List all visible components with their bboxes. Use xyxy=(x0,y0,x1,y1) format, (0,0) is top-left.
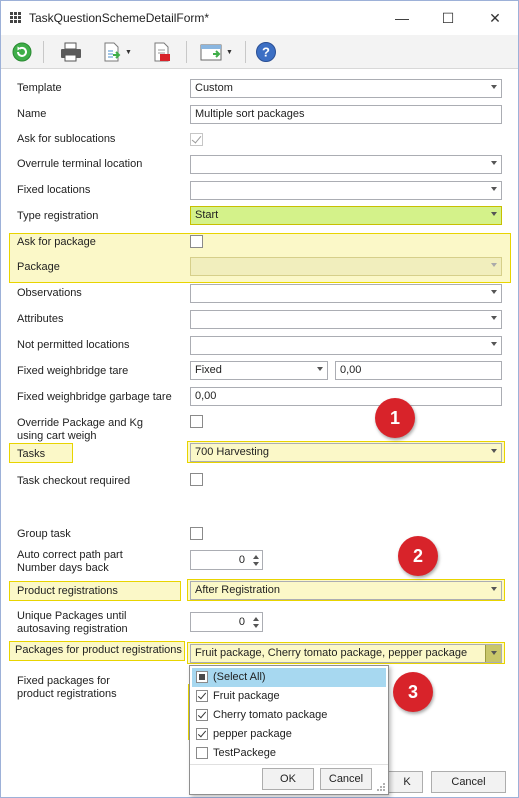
task-checkout-label: Task checkout required xyxy=(17,475,131,487)
close-button[interactable] xyxy=(472,1,518,35)
product-registrations-value: After Registration xyxy=(195,584,280,596)
product-registrations-label: Product registrations xyxy=(17,585,118,597)
auto-correct-label-1: Auto correct path part xyxy=(17,549,123,561)
ask-for-package-label: Ask for package xyxy=(17,236,96,248)
product-registrations-select[interactable] xyxy=(190,581,502,600)
list-item-label: Fruit package xyxy=(213,690,280,702)
delete-document-button[interactable] xyxy=(152,40,172,64)
fixed-weighbridge-garbage-input[interactable] xyxy=(190,387,502,406)
list-item[interactable] xyxy=(192,687,386,706)
help-button[interactable] xyxy=(255,40,277,64)
observations-label: Observations xyxy=(17,287,82,299)
tasks-select[interactable] xyxy=(190,443,502,462)
attributes-label: Attributes xyxy=(17,313,64,325)
ask-sublocations-label: Ask for sublocations xyxy=(17,133,116,145)
name-label: Name xyxy=(17,108,47,120)
print-icon xyxy=(59,41,83,63)
packages-for-product-value: Fruit package, Cherry tomato package, pepper package xyxy=(195,647,468,659)
checkbox-partial-icon xyxy=(196,671,208,683)
dropdown-button[interactable] xyxy=(485,645,501,662)
overrule-terminal-select[interactable] xyxy=(190,155,502,174)
title-bar xyxy=(1,1,518,35)
fixed-weighbridge-tare-value: 0,00 xyxy=(340,364,362,376)
window-title: TaskQuestionSchemeDetailForm* xyxy=(29,11,210,25)
popup-cancel-label: Cancel xyxy=(328,773,364,785)
fixed-packages-label-1: Fixed packages for xyxy=(17,675,110,687)
popup-ok-label: OK xyxy=(280,773,296,785)
template-select[interactable] xyxy=(190,79,502,98)
auto-correct-label-2: Number days back xyxy=(17,562,109,574)
chevron-down-icon xyxy=(491,651,497,655)
type-registration-value: Start xyxy=(195,209,219,221)
checkbox-checked-icon xyxy=(196,728,208,740)
list-item[interactable] xyxy=(192,744,386,763)
name-value: Multiple sort packages xyxy=(195,108,305,120)
type-registration-label: Type registration xyxy=(17,210,99,222)
toolbar-separator xyxy=(43,41,44,63)
list-item[interactable] xyxy=(192,725,386,744)
not-permitted-select[interactable] xyxy=(190,336,502,355)
type-registration-select[interactable] xyxy=(190,206,502,225)
fixed-weighbridge-tare-mode: Fixed xyxy=(195,364,222,376)
export-button[interactable] xyxy=(102,40,132,64)
minimize-button[interactable] xyxy=(379,1,425,35)
packages-for-product-label: Packages for product registrations xyxy=(15,644,182,656)
toolbar xyxy=(1,35,518,69)
spin-down-icon[interactable] xyxy=(253,562,259,566)
fixed-weighbridge-garbage-label: Fixed weighbridge garbage tare xyxy=(17,391,172,403)
chevron-down-icon: ▼ xyxy=(226,48,233,56)
popup-ok-button[interactable] xyxy=(262,768,314,790)
cancel-button[interactable] xyxy=(431,771,506,793)
package-label: Package xyxy=(17,261,60,273)
packages-for-product-select[interactable] xyxy=(190,644,502,663)
list-item[interactable] xyxy=(192,706,386,725)
chevron-down-icon xyxy=(491,212,497,216)
chevron-down-icon xyxy=(491,187,497,191)
list-item-label: TestPackege xyxy=(213,747,276,759)
not-permitted-label: Not permitted locations xyxy=(17,339,130,351)
chevron-down-icon xyxy=(491,290,497,294)
list-item-label: (Select All) xyxy=(213,671,266,683)
group-task-checkbox[interactable] xyxy=(190,527,203,540)
task-checkout-checkbox[interactable] xyxy=(190,473,203,486)
override-package-kg-label-2: using cart weigh xyxy=(17,430,97,442)
chevron-down-icon xyxy=(491,263,497,267)
divider xyxy=(190,764,388,765)
name-input[interactable] xyxy=(190,105,502,124)
unique-packages-value: 0 xyxy=(238,616,245,628)
callout-badge-1: 1 xyxy=(375,398,415,438)
maximize-button[interactable] xyxy=(425,1,471,35)
list-item-label: pepper package xyxy=(213,728,292,740)
toolbar-separator xyxy=(186,41,187,63)
ask-for-package-checkbox[interactable] xyxy=(190,235,203,248)
fixed-weighbridge-garbage-value: 0,00 xyxy=(195,390,217,402)
ask-sublocations-checkbox[interactable] xyxy=(190,133,203,146)
unique-packages-label-1: Unique Packages until xyxy=(17,610,127,622)
overrule-terminal-label: Overrule terminal location xyxy=(17,158,143,170)
list-item-select-all[interactable] xyxy=(192,668,386,687)
list-item-label: Cherry tomato package xyxy=(213,709,328,721)
help-icon xyxy=(255,41,277,63)
template-label: Template xyxy=(17,82,62,94)
minimize-icon: — xyxy=(395,10,409,26)
tasks-value: 700 Harvesting xyxy=(195,446,269,458)
refresh-button[interactable] xyxy=(11,40,33,64)
fixed-weighbridge-tare-label: Fixed weighbridge tare xyxy=(17,365,129,377)
auto-correct-stepper[interactable] xyxy=(190,550,263,570)
group-task-label: Group task xyxy=(17,528,71,540)
toolbar-separator xyxy=(245,41,246,63)
callout-badge-3: 3 xyxy=(393,672,433,712)
spin-down-icon[interactable] xyxy=(253,624,259,628)
print-button[interactable] xyxy=(59,40,83,64)
fixed-packages-label-2: product registrations xyxy=(17,688,117,700)
close-icon: ✕ xyxy=(489,9,501,26)
export-icon xyxy=(102,41,122,63)
layout-button[interactable] xyxy=(199,40,233,64)
fixed-weighbridge-tare-mode-select[interactable] xyxy=(190,361,328,380)
attributes-select[interactable] xyxy=(190,310,502,329)
chevron-down-icon xyxy=(491,85,497,89)
packages-dropdown-popup xyxy=(189,665,389,795)
popup-cancel-button[interactable] xyxy=(320,768,372,790)
delete-document-icon xyxy=(152,41,172,63)
layout-icon xyxy=(199,41,223,63)
unique-packages-stepper[interactable] xyxy=(190,612,263,632)
resize-grip-icon[interactable] xyxy=(376,782,386,792)
auto-correct-value: 0 xyxy=(238,554,245,566)
unique-packages-label-2: autosaving registration xyxy=(17,623,128,635)
refresh-icon xyxy=(11,41,33,63)
chevron-down-icon xyxy=(491,342,497,346)
fixed-locations-select[interactable] xyxy=(190,181,502,200)
cancel-button-label: Cancel xyxy=(451,776,486,788)
override-package-kg-label-1: Override Package and Kg xyxy=(17,417,143,429)
spin-up-icon[interactable] xyxy=(253,617,259,621)
tasks-label: Tasks xyxy=(17,448,46,460)
chevron-down-icon xyxy=(491,316,497,320)
chevron-down-icon xyxy=(491,449,497,453)
svg-text:?: ? xyxy=(262,44,270,60)
app-grid-icon xyxy=(10,12,22,24)
chevron-down-icon xyxy=(317,367,323,371)
template-value: Custom xyxy=(195,82,233,94)
observations-select[interactable] xyxy=(190,284,502,303)
checkbox-unchecked-icon xyxy=(196,747,208,759)
fixed-weighbridge-tare-input[interactable] xyxy=(335,361,502,380)
chevron-down-icon: ▼ xyxy=(125,48,132,56)
callout-badge-2: 2 xyxy=(398,536,438,576)
fixed-locations-label: Fixed locations xyxy=(17,184,91,196)
override-package-kg-checkbox[interactable] xyxy=(190,415,203,428)
spin-up-icon[interactable] xyxy=(253,555,259,559)
chevron-down-icon xyxy=(491,161,497,165)
ok-button-label: K xyxy=(403,776,411,788)
maximize-icon: ☐ xyxy=(441,9,455,26)
package-select[interactable] xyxy=(190,257,502,276)
checkbox-checked-icon xyxy=(196,709,208,721)
chevron-down-icon xyxy=(491,587,497,591)
checkbox-checked-icon xyxy=(196,690,208,702)
